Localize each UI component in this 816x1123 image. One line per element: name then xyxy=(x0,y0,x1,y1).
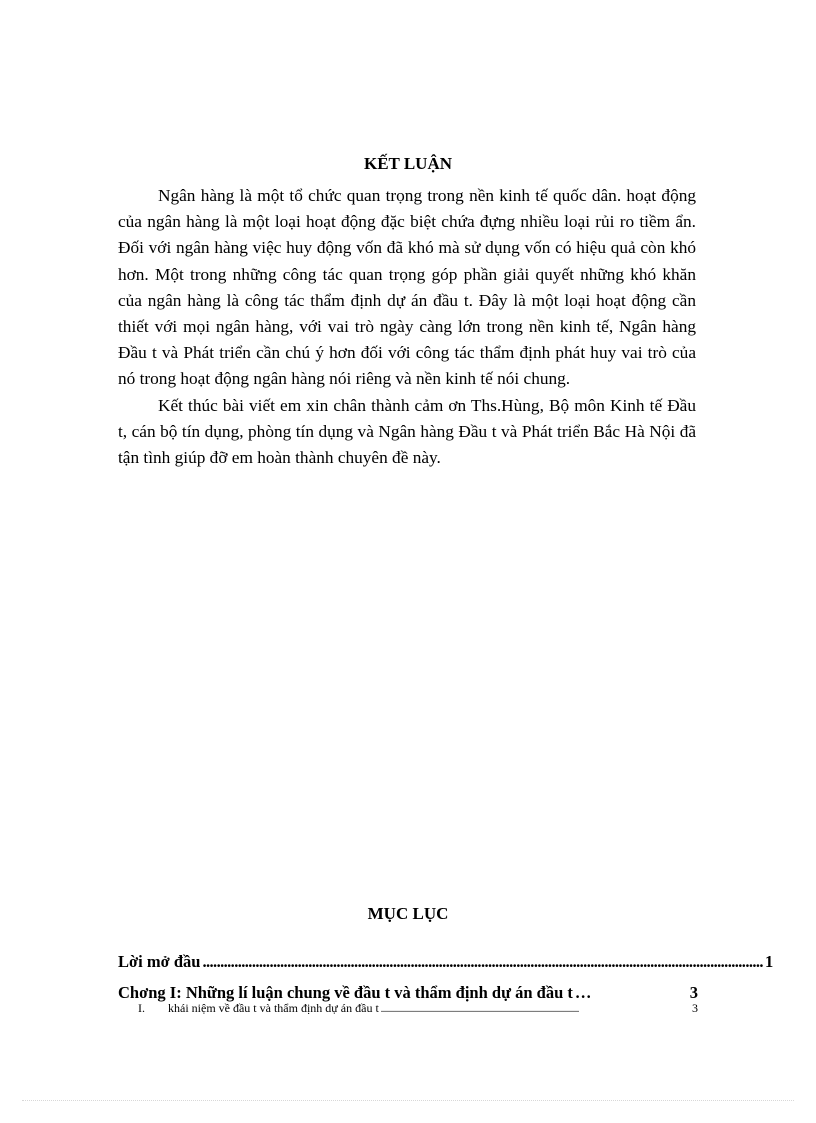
toc-entry-leader: … xyxy=(574,983,591,1002)
toc-subentry-1[interactable] xyxy=(118,1001,698,1017)
toc-entry-page: 3 xyxy=(689,983,698,1002)
toc-entry-introduction[interactable] xyxy=(118,952,774,983)
table-of-contents xyxy=(118,952,774,1017)
toc-title: MỤC LỤC xyxy=(367,904,449,923)
toc-entry-leader: ............................................................................................................................................................... xyxy=(202,952,763,971)
conclusion-body xyxy=(118,183,696,471)
toc-subentry-leader: ................................................................................................... xyxy=(380,1004,579,1015)
conclusion-title: KẾT LUẬN xyxy=(363,154,452,173)
page-bottom-divider xyxy=(22,1100,794,1101)
toc-entry-label: Lời mở đầu xyxy=(118,952,201,971)
conclusion-paragraph: Kết thúc bài viết em xin chân thành cảm ơn Ths.Hùng, Bộ môn Kinh tế Đầu t, cán bộ tín dụng, phòng tín dụng và Ngân hàng Đầu t và Phát triển Bắc Hà Nội đã tận tình giúp đỡ em hoàn thành chuyên đề này. xyxy=(118,395,696,468)
conclusion-paragraph: Ngân hàng là một tổ chức quan trọng trong nền kinh tế quốc dân. hoạt động của ngân hàng là một loại hoạt động đặc biệt chứa đựng nhiều loại rủi ro tiềm ẩn. Đối với ngân hàng việc huy động vốn đã khó mà sử dụng vốn có hiệu quả còn khó hơn. Một trong những công tác quan trọng góp phần giải quyết những khó khăn của ngân hàng là công tác thẩm định dự án đầu t. Đây là một loại hoạt động cần thiết với mọi ngân hàng, với vai trò ngày càng lớn trong nền kinh tế, Ngân hàng Đầu t và Phát triển cần chú ý hơn đối với công tác thẩm định phát huy vai trò của nó trong hoạt động ngân hàng nói riêng và nền kinh tế nói chung. xyxy=(118,186,696,389)
toc-entry-label: Chơng I: Những lí luận chung về đầu t và thẩm định dự án đầu t xyxy=(118,983,573,1002)
toc-entry-page: 1 xyxy=(764,952,774,971)
toc-subentry-number: I. xyxy=(138,1001,145,1015)
toc-subentry-page: 3 xyxy=(692,1001,698,1015)
toc-subentry-label: khái niệm về đầu t và thẩm định dự án đầu t xyxy=(168,1001,379,1015)
